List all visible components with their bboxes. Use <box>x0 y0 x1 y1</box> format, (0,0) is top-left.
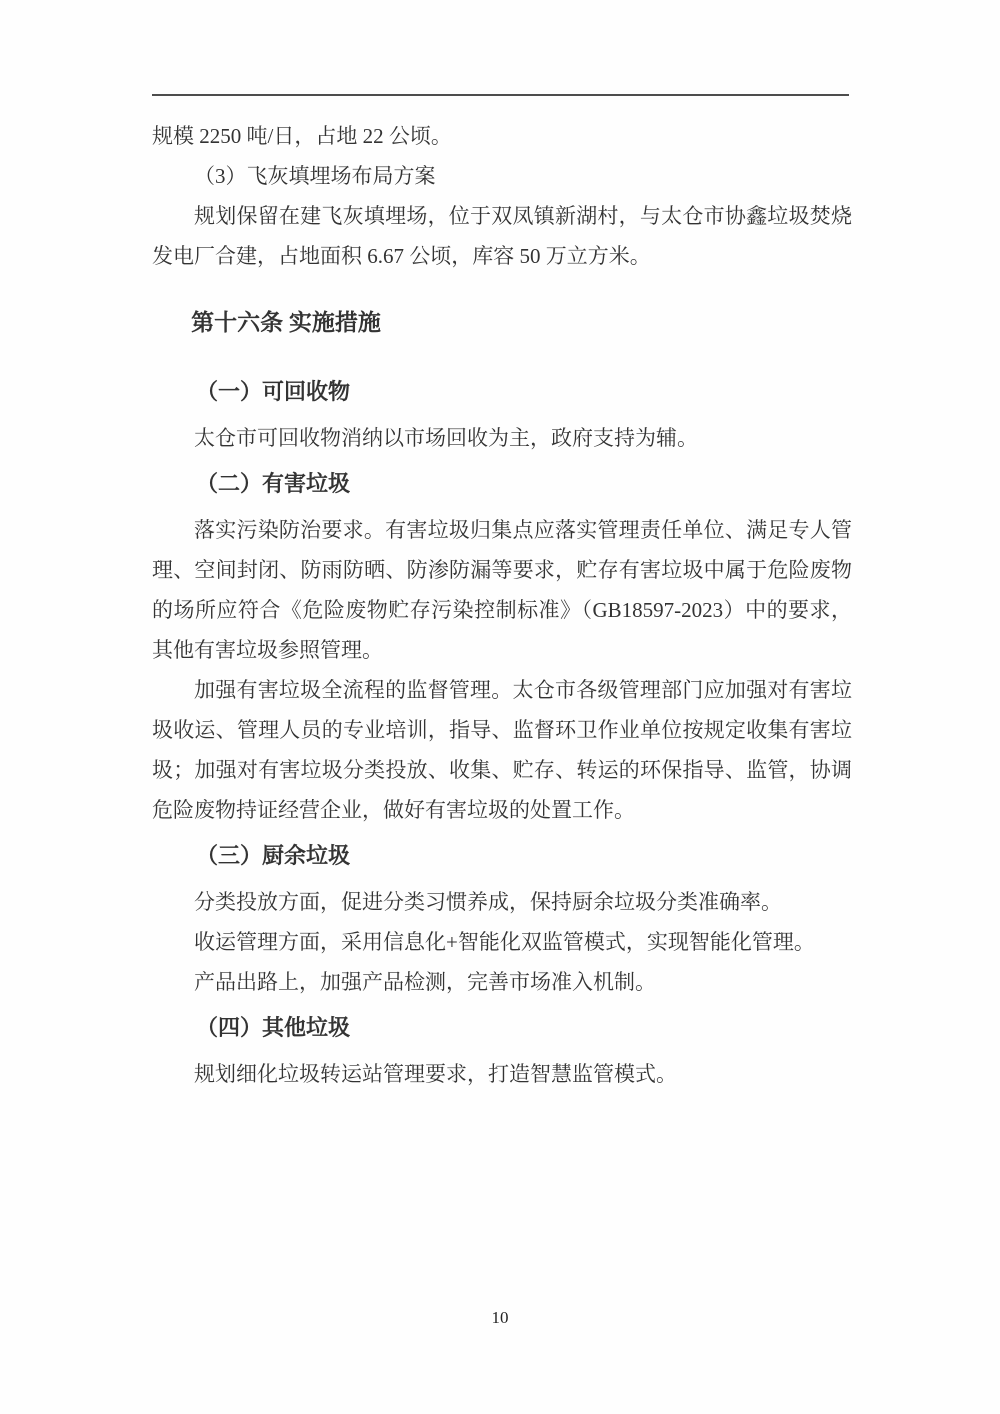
document-body <box>152 116 852 1094</box>
item-1-heading: （一）可回收物 <box>196 379 351 404</box>
item-3-heading: （三）厨余垃圾 <box>196 843 351 868</box>
item-2-heading: （二）有害垃圾 <box>196 471 351 496</box>
paragraph: 分类投放方面，促进分类习惯养成，保持厨余垃圾分类准确率。 <box>194 890 782 914</box>
paragraph: 规划保留在建飞灰填埋场，位于双凤镇新湖村，与太仓市协鑫垃圾焚烧发电厂合建，占地面积 6.67 公顷，库容 50 万立方米。 <box>152 204 852 268</box>
paragraph: 产品出路上，加强产品检测，完善市场准入机制。 <box>194 970 656 994</box>
header-rule-divider <box>152 94 849 96</box>
page-number: 10 <box>491 1308 509 1327</box>
item-4-heading: （四）其他垃圾 <box>196 1015 351 1040</box>
paragraph: 规划细化垃圾转运站管理要求，打造智慧监管模式。 <box>194 1062 677 1086</box>
article-16-heading: 第十六条 实施措施 <box>191 310 381 335</box>
paragraph-continuation: 规模 2250 吨/日，占地 22 公顷。 <box>152 124 452 148</box>
paragraph: 加强有害垃圾全流程的监督管理。太仓市各级管理部门应加强对有害垃圾收运、管理人员的专业培训，指导、监督环卫作业单位按规定收集有害垃圾；加强对有害垃圾分类投放、收集、贮存、转运的环保指导、监管，协调危险废物持证经营企业，做好有害垃圾的处置工作。 <box>152 678 852 822</box>
paragraph: 太仓市可回收物消纳以市场回收为主，政府支持为辅。 <box>194 426 698 450</box>
subsection-3-title: （3）飞灰填埋场布局方案 <box>194 164 436 188</box>
paragraph: 落实污染防治要求。有害垃圾归集点应落实管理责任单位、满足专人管理、空间封闭、防雨防晒、防渗防漏等要求，贮存有害垃圾中属于危险废物的场所应符合《危险废物贮存污染控制标准》（GB18597-2023）中的要求，其他有害垃圾参照管理。 <box>152 518 852 662</box>
paragraph: 收运管理方面，采用信息化+智能化双监管模式，实现智能化管理。 <box>194 930 815 954</box>
